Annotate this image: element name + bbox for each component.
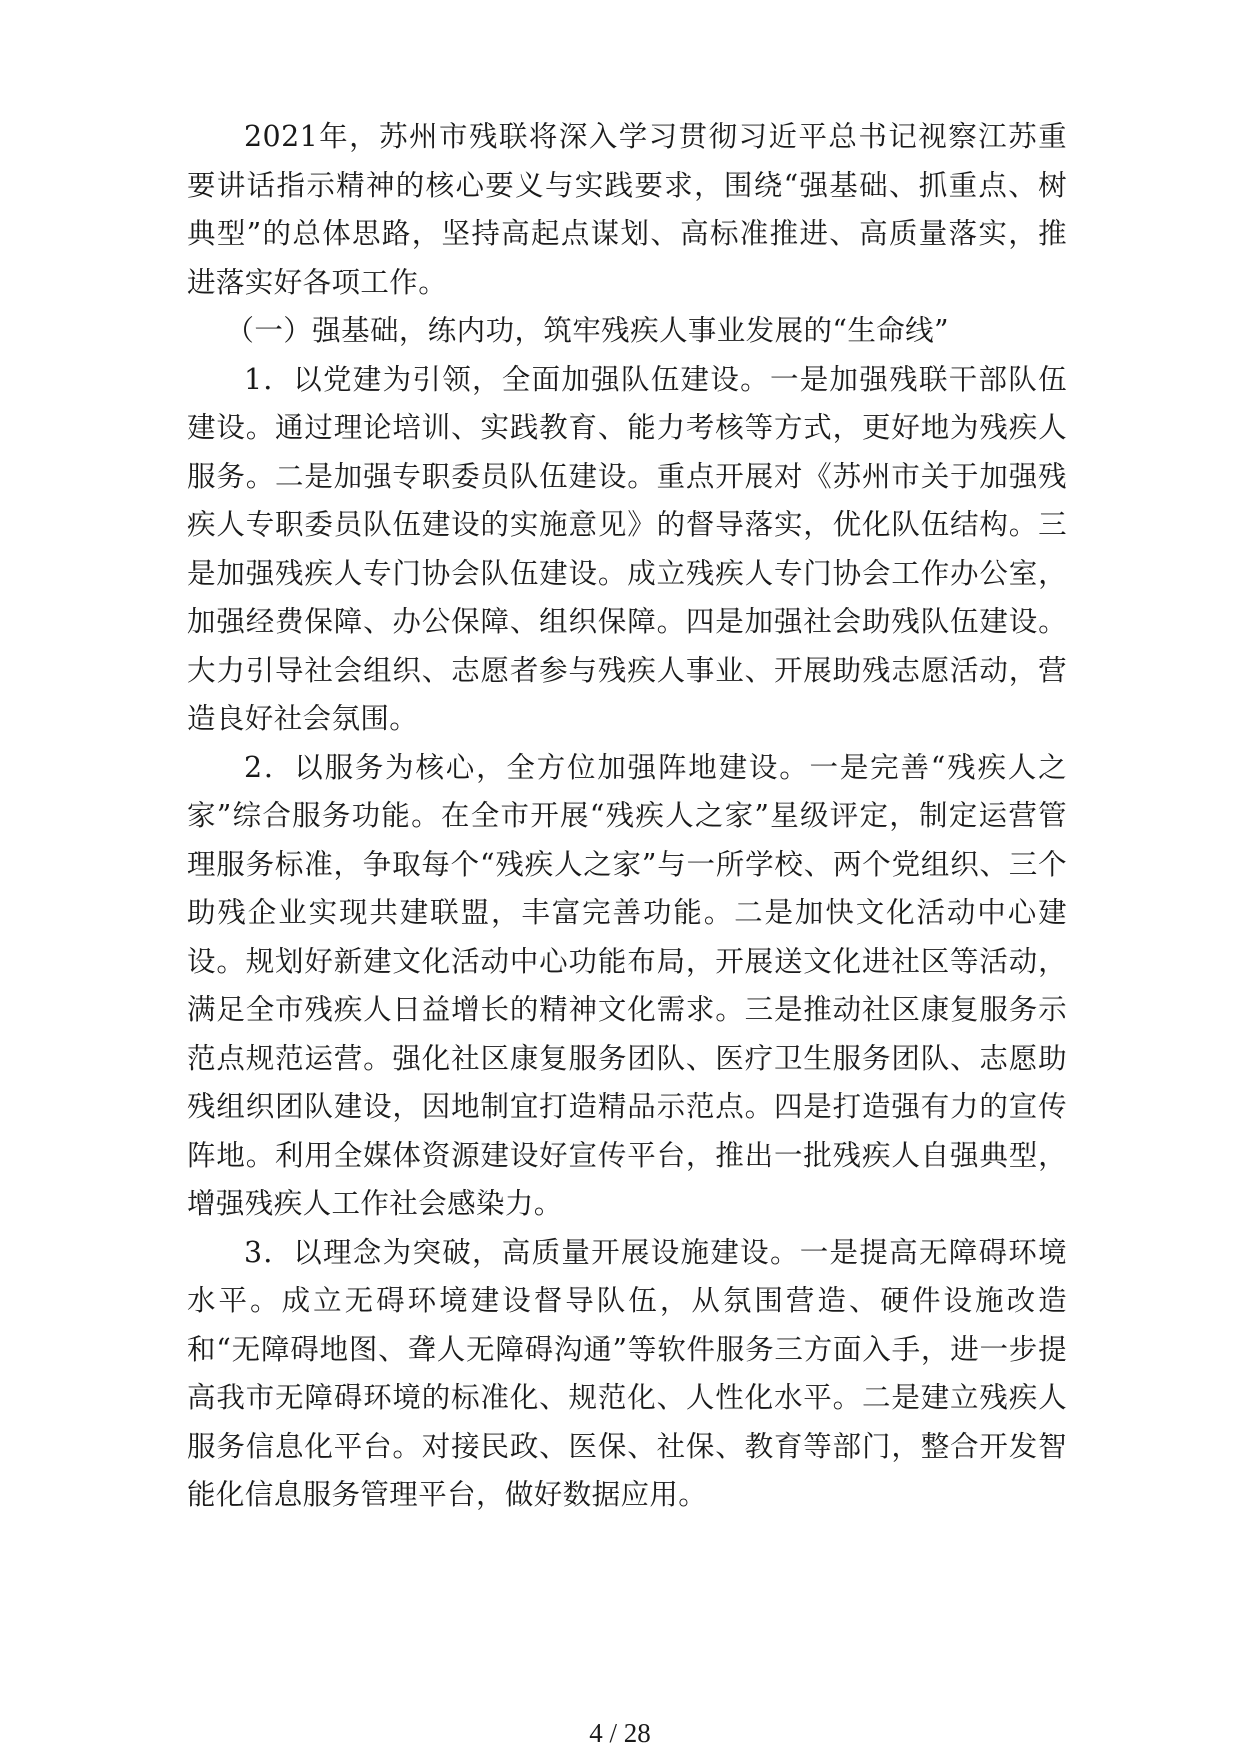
item-2-paragraph: 2．以服务为核心，全方位加强阵地建设。一是完善“残疾人之家”综合服务功能。在全市开展“残疾人之家”星级评定，制定运营管理服务标准，争取每个“残疾人之家”与一所学校、两个党组织、三个助残企业实现共建联盟，丰富完善功能。二是加快文化活动中心建设。规划好新建文化活动中心功能布局，开展送文化进社区等活动，满足全市残疾人日益增长的精神文化需求。三是推动社区康复服务示范点规范运营。强化社区康复服务团队、医疗卫生服务团队、志愿助残组织团队建设，因地制宜打造精品示范点。四是打造强有力的宣传阵地。利用全媒体资源建设好宣传平台，推出一批残疾人自强典型，增强残疾人工作社会感染力。 xyxy=(187,750,1067,1220)
item-1-paragraph: 1．以党建为引领，全面加强队伍建设。一是加强残联干部队伍建设。通过理论培训、实践教育、能力考核等方式，更好地为残疾人服务。二是加强专职委员队伍建设。重点开展对《苏州市关于加强残疾人专职委员队伍建设的实施意见》的督导落实，优化队伍结构。三是加强残疾人专门协会队伍建设。成立残疾人专门协会工作办公室，加强经费保障、办公保障、组织保障。四是加强社会助残队伍建设。大力引导社会组织、志愿者参与残疾人事业、开展助残志愿活动，营造良好社会氛围。 xyxy=(187,362,1067,735)
page-number: 4 / 28 xyxy=(589,1718,651,1748)
document-body xyxy=(187,113,1067,1520)
item-3-paragraph: 3．以理念为突破，高质量开展设施建设。一是提高无障碍环境水平。成立无碍环境建设督导队伍，从氛围营造、硬件设施改造和“无障碍地图、聋人无障碍沟通”等软件服务三方面入手，进一步提高我市无障碍环境的标准化、规范化、人性化水平。二是建立残疾人服务信息化平台。对接民政、医保、社保、教育等部门，整合开发智能化信息服务管理平台，做好数据应用。 xyxy=(187,1235,1067,1511)
section-heading: （一）强基础，练内功，筑牢残疾人事业发展的“生命线” xyxy=(225,314,950,347)
intro-paragraph: 2021年，苏州市残联将深入学习贯彻习近平总书记视察江苏重要讲话指示精神的核心要义与实践要求，围绕“强基础、抓重点、树典型”的总体思路，坚持高起点谋划、高标准推进、高质量落实，推进落实好各项工作。 xyxy=(187,120,1067,299)
